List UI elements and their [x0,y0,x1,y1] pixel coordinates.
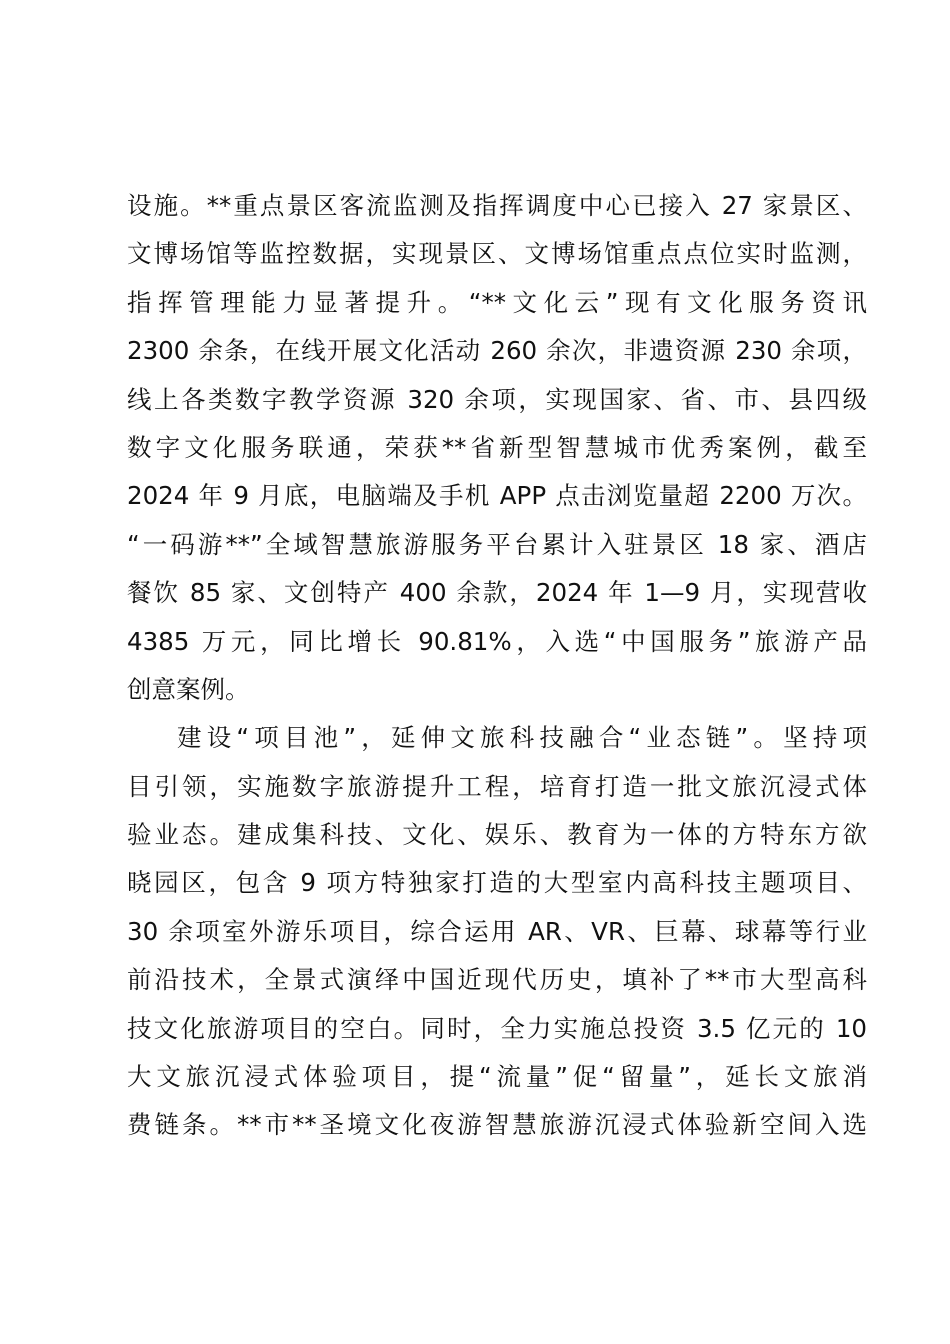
text-line: 2024 年 9 月底，电脑端及手机 APP 点击浏览量超 2200 万次。 [127,481,867,511]
paragraph-first-line: 建设“项目池”，延伸文旅科技融合“业态链”。坚持项 [177,723,867,753]
text-line: 技文化旅游项目的空白。同时，全力实施总投资 3.5 亿元的 10 [127,1013,867,1043]
text-line: 费链条。**市**圣境文化夜游智慧旅游沉浸式体验新空间入选 [127,1110,867,1140]
text-line: 晓园区，包含 9 项方特独家打造的大型室内高科技主题项目、 [127,868,867,898]
text-line: 设施。**重点景区客流监测及指挥调度中心已接入 27 家景区、 [127,191,867,220]
text-line: 大文旅沉浸式体验项目，提“流量”促“留量”，延长文旅消 [127,1062,867,1092]
text-line: 数字文化服务联通，荣获**省新型智慧城市优秀案例，截至 [127,432,867,462]
text-line: 线上各类数字教学资源 320 余项，实现国家、省、市、县四级 [127,384,867,414]
text-line: 目引领，实施数字旅游提升工程，培育打造一批文旅沉浸式体 [127,771,867,801]
text-line: 创意案例。 [127,674,250,704]
text-line: 文博场馆等监控数据，实现景区、文博场馆重点点位实时监测， [127,239,867,269]
body-text [127,182,867,1150]
text-line: 餐饮 85 家、文创特产 400 余款，2024 年 1—9 月，实现营收 [127,578,867,608]
text-line: 前沿技术，全景式演绎中国近现代历史，填补了**市大型高科 [127,965,867,995]
text-line: 4385 万元，同比增长 90.81%，入选“中国服务”旅游产品 [127,626,867,656]
text-line: 验业态。建成集科技、文化、娱乐、教育为一体的方特东方欲 [127,820,867,850]
text-line: 30 余项室外游乐项目，综合运用 AR、VR、巨幕、球幕等行业 [127,916,867,946]
text-line: 2300 余条，在线开展文化活动 260 余次，非遗资源 230 余项， [127,336,867,366]
text-line: 指挥管理能力显著提升。“**文化云”现有文化服务资讯 [127,287,867,317]
text-line: “一码游**”全域智慧旅游服务平台累计入驻景区 18 家、酒店 [127,529,867,559]
